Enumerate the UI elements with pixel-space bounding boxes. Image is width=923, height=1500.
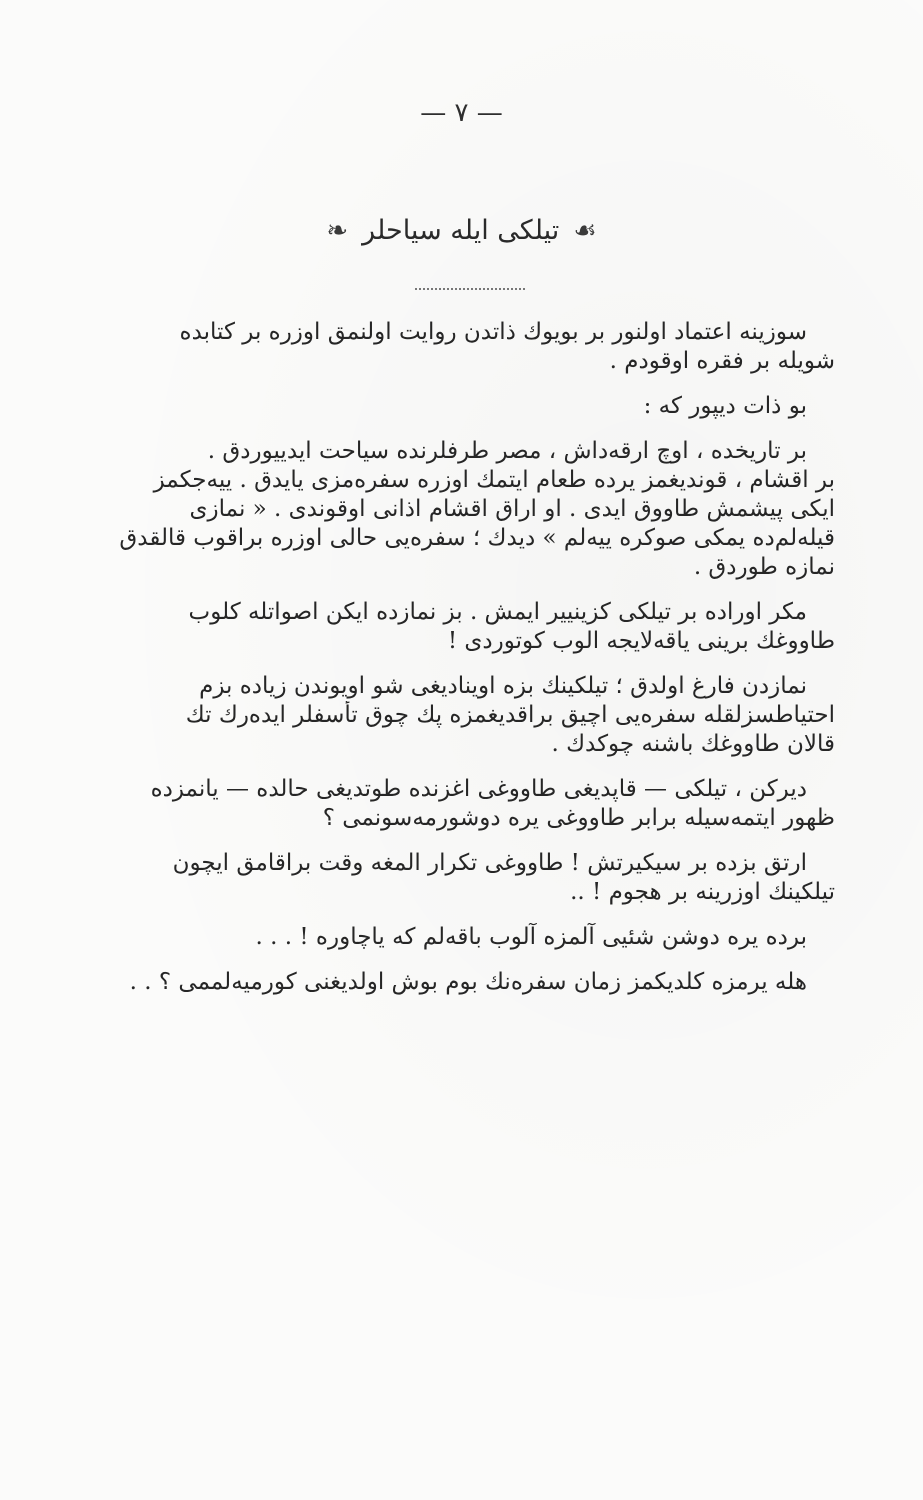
title-divider: [415, 282, 525, 290]
text-line: بو ذات دیپور که :: [643, 393, 807, 419]
text-line: ارتق بزده بر سیکیرتش ! طاووغی تکرار المغه وقت براقامق ایچون: [172, 850, 807, 876]
text-line: احتیاطسزلقله سفره‌یی اچیق براقدیغمزه پك چوق تأسفلر ایده‌رك تك: [185, 702, 835, 728]
text-line: قیله‌لم‌ده یمکی صوکره ییه‌لم » دیدك ؛ سفره‌یی حالی اوزره براقوب قالقدق: [119, 525, 835, 551]
text-line: بر تاریخده ، اوچ ارقه‌داش ، مصر طرفلرنده سیاحت ایدییوردق .: [207, 438, 807, 464]
section-title: تیلکی ایله سیاحلر: [362, 215, 560, 246]
text-line: ظهور ایتمه‌سیله برابر طاووغی یره دوشورمه‌سونمی ؟: [322, 805, 835, 831]
text-line: بر اقشام ، قوندیغمز یرده طعام ایتمك اوزره سفره‌مزی یایدق . ییه‌جکمز: [153, 467, 835, 493]
text-line: دیرکن ، تیلکی — قاپدیغی طاووغی اغزنده طوتدیغی حالده — یانمزده: [150, 776, 807, 802]
text-line: هله یرمزه کلدیکمز زمان سفره‌نك بوم بوش اولدیغنی کورمیه‌لممی ؟ . .: [129, 969, 807, 995]
text-line: سوزینه اعتماد اولنور بر بویوك ذاتدن روایت اولنمق اوزره بر کتابده: [179, 319, 807, 345]
text-line: نمازدن فارغ اولدق ؛ تیلکینك بزه اوینادیغی شو اویوندن زیاده بزم: [199, 673, 807, 699]
text-line: نمازه طوردق .: [693, 554, 835, 580]
text-line: مکر اوراده بر تیلکی کزینییر ایمش . بز نمازده ایکن اصواتله کلوب: [188, 599, 807, 625]
text-line: ایکی پیشمش طاووق ایدی . او اراق اقشام اذانی اوقوندی . « نمازی: [189, 496, 835, 522]
text-line: طاووغك برینی یاقه‌لایجه الوب کوتوردی !: [447, 628, 835, 654]
page-number: — ۷ —: [420, 98, 503, 128]
text-line: شویله بر فقره اوقودم .: [609, 348, 835, 374]
ornament-left-icon: ❧: [326, 215, 349, 246]
body-text: [100, 318, 835, 997]
ornament-right-icon: ☙: [573, 215, 597, 246]
text-line: قالان طاووغك باشنه چوکدك .: [551, 731, 835, 757]
section-heading: [0, 215, 923, 246]
text-line: تیلکینك اوزرینه بر هجوم ! ..: [570, 879, 835, 905]
text-line: برده یره دوشن شئیی آلمزه آلوب باقه‌لم که یاچاوره ! . . .: [255, 924, 807, 950]
